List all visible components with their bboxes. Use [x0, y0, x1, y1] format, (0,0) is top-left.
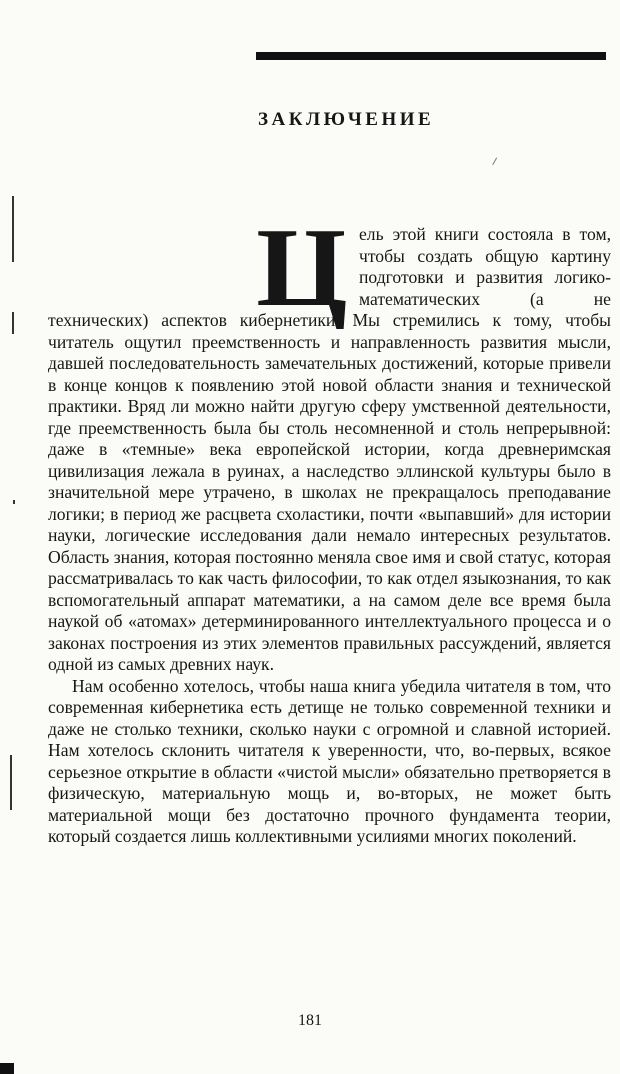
margin-mark: [12, 196, 14, 262]
chapter-title: ЗАКЛЮЧЕНИЕ: [258, 109, 435, 130]
body-text: [48, 206, 611, 848]
drop-cap-letter: Ц: [256, 206, 348, 330]
top-rule: [256, 52, 606, 60]
margin-mark: [10, 755, 12, 810]
margin-mark: [13, 500, 15, 504]
paragraph-1: [48, 206, 611, 676]
paragraph-1-text: ель этой книги состояла в том, чтобы создать общую картину подготовки и развития логико-математических (а не технических) аспектов кибернетики. Мы стремились к тому, чтобы читатель ощутил преемственность и направленность развития мысли, давшей последовательность замечательных достижений, которые привели в конце концов к появлению этой новой области знания и технической практики. Вряд ли можно найти другую сферу умственной деятельности, где преемственность была бы столь несомненной и столь непрерывной: даже в «темные» века европейской истории, когда древнеримская цивилизация лежала в руинах, а наследство эллинской культуры было в значительной мере утрачено, в школах не прекращалось преподавание логики; в период же расцвета схоластики, почти «выпавший» для истории науки, логические исследования дали немало интересных результатов. Область знания, которая постоянно меняла свое имя и свой статус, которая рассматривалась то как часть философии, то как отдел языкознания, то как вспомогательный аппарат математики, а на самом деле все время была наукой об «атомах» детерминированного интеллектуального процесса и о законах построения из этих элементов правильных рассуждений, является одной из самых древних наук.: [48, 224, 611, 674]
drop-cap: [248, 206, 355, 330]
page-number: 181: [298, 1012, 322, 1029]
print-speck: [492, 158, 499, 167]
corner-mark: [0, 1063, 14, 1074]
margin-mark: [12, 312, 14, 334]
paragraph-2: Нам особенно хотелось, чтобы наша книга убедила читателя в том, что современная кибернетика есть детище не только современной техники и даже не столько техники, сколько науки с огромной и славной историей. Нам хотелось склонить читателя к уверенности, что, во-первых, всякое серьезное открытие в области «чистой мысли» обязательно претворяется в физическую, материальную мощь и, во-вторых, не может быть материальной мощи без достаточно прочного фундамента теории, который создается лишь коллективными усилиями многих поколений.: [48, 675, 611, 846]
